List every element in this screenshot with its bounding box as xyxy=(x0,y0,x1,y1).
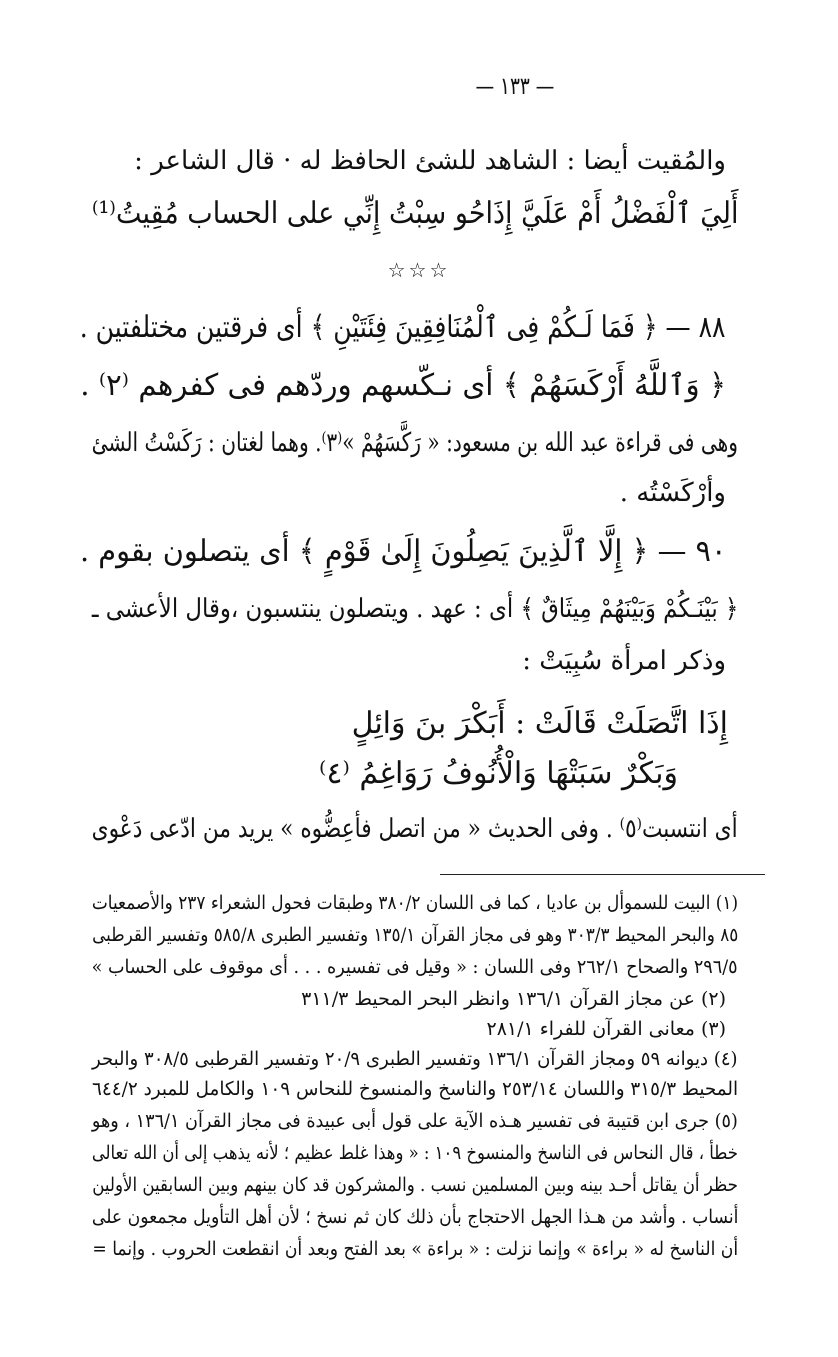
footnote-line: أن الناسخ له « براءة » وإنما نزلت : « براءة » بعد الفتح وبعد أن انقطعت الحروب . وإنما = xyxy=(92,1238,738,1260)
text-line: ﴿ بَيْنَـكُمْ وَبَيْنَهُمْ مِيثَاقٌ ﴾ أى : عهد . ويتصلون ينتسبون ،وقال الأعشى ـ xyxy=(91,594,738,624)
verse-90-line: ٩٠ — ﴿ إِلَّا ٱلَّذِينَ يَصِلُونَ إِلَىٰ قَوْمٍ ﴾ أى يتصلون بقوم . xyxy=(79,534,726,569)
footnote-line: أنساب . وأشد من هـذا الجهل الاحتجاج بأن ذلك كان ثم نسخ ؛ لأن أهل التأويل مجمعون على xyxy=(91,1206,738,1228)
text-line: أى انتسبت⁽٥⁾ . وفى الحديث « من اتصل فأعِضُّوه » يريد من ادّعى دَعْوى xyxy=(91,814,738,844)
verse-88-line: ٨٨ — ﴿ فَمَا لَـكُمْ فِى ٱلْمُنَافِقِينَ فِئَتَيْنِ ﴾ أى فرقتين مختلفتين . xyxy=(80,310,726,345)
text-line: وهى فى قراءة عبد الله بن مسعود: « رَكَّسَهُمْ »⁽٣⁾. وهما لغتان : رَكَسْتُ الشئ xyxy=(91,428,738,458)
footnote-line: ٨٥ والبحر المحيط ٣٠٣/٣ وهو فى مجاز القرآن ١٣٥/١ وتفسير الطبرى ٥٨٥/٨ وتفسير القرطبى xyxy=(91,924,738,946)
text-line: وأرْكَسْتُه . xyxy=(619,478,726,508)
footnote-line: (٢) عن مجاز القرآن ١٣٦/١ وانظر البحر المحيط ٣١١/٣ xyxy=(301,988,726,1010)
footnote-line: خطأ ، قال النحاس فى الناسخ والمنسوخ ١٠٩ : « وهذا غلط عظيم ؛ لأنه يذهب إلى أن الله تعالى xyxy=(91,1142,738,1164)
footnote-line: (٣) معانى القرآن للفراء ٢٨١/١ xyxy=(486,1018,726,1040)
footnote-rule xyxy=(440,874,765,875)
poetry-verse: أَلِيَ ٱلْفَضْلُ أَمْ عَلَيَّ إِذَاحُو سِبْتُ إِنِّي على الحساب مُقِيتُ⁽¹⁾ xyxy=(91,196,738,231)
footnote-line: (١) البيت للسموأل بن عاديا ، كما فى اللسان ٣٨٠/٢ وطبقات فحول الشعراء ٢٣٧ والأصمعيات xyxy=(91,892,738,914)
text-line: والمُقيت أيضا : الشاهد للشئ الحافظ له · قال الشاعر : xyxy=(134,146,726,176)
text-line: ﴿ وَٱللَّهُ أَرْكَسَهُمْ ﴾ أى نـكّسهم وردّهم فى كفرهم ⁽٢⁾ . xyxy=(80,368,727,403)
footnote-line: المحيط ٣١٥/٣ واللسان ٢٥٣/١٤ والناسخ والمنسوخ للنحاس ١٠٩ والكامل للمبرد ٦٤٤/٢ xyxy=(91,1078,738,1100)
footnote-line: حظر أن يقاتل أحـد بينه وبين المسلمين نسب . والمشركون قد كان بينهم وبين السابقين الأولين xyxy=(92,1174,738,1196)
footnote-line: ٢٩٦/٥ والصحاح ٢٦٢/١ وفى اللسان : « وقيل فى تفسيره . . . أى موقوف على الحساب » xyxy=(92,956,738,978)
poetry-hemistich: إِذَا اتَّصَلَتْ قَالَتْ : أَبَكْرَ بنَ وَائِلٍ xyxy=(351,706,728,741)
text-line: وذكر امرأة سُبِيَتْ : xyxy=(522,646,726,676)
poetry-hemistich: وَبَكْرٌ سَبَتْهَا وَالْأُنُوفُ رَوَاغِمُ ⁽٤⁾ xyxy=(318,756,678,791)
page-number: — ١٣٣ — xyxy=(475,72,555,100)
footnote-line: (٥) جرى ابن قتيبة فى تفسير هـذه الآية على قول أبى عبيدة فى مجاز القرآن ١٣٦/١ ، وهو xyxy=(92,1110,738,1132)
footnote-line: (٤) ديوانه ٥٩ ومجاز القرآن ١٣٦/١ وتفسير الطبرى ٢٠/٩ وتفسير القرطبى ٣٠٨/٥ والبحر xyxy=(92,1048,738,1070)
section-divider-stars: ☆☆☆ xyxy=(387,258,451,282)
